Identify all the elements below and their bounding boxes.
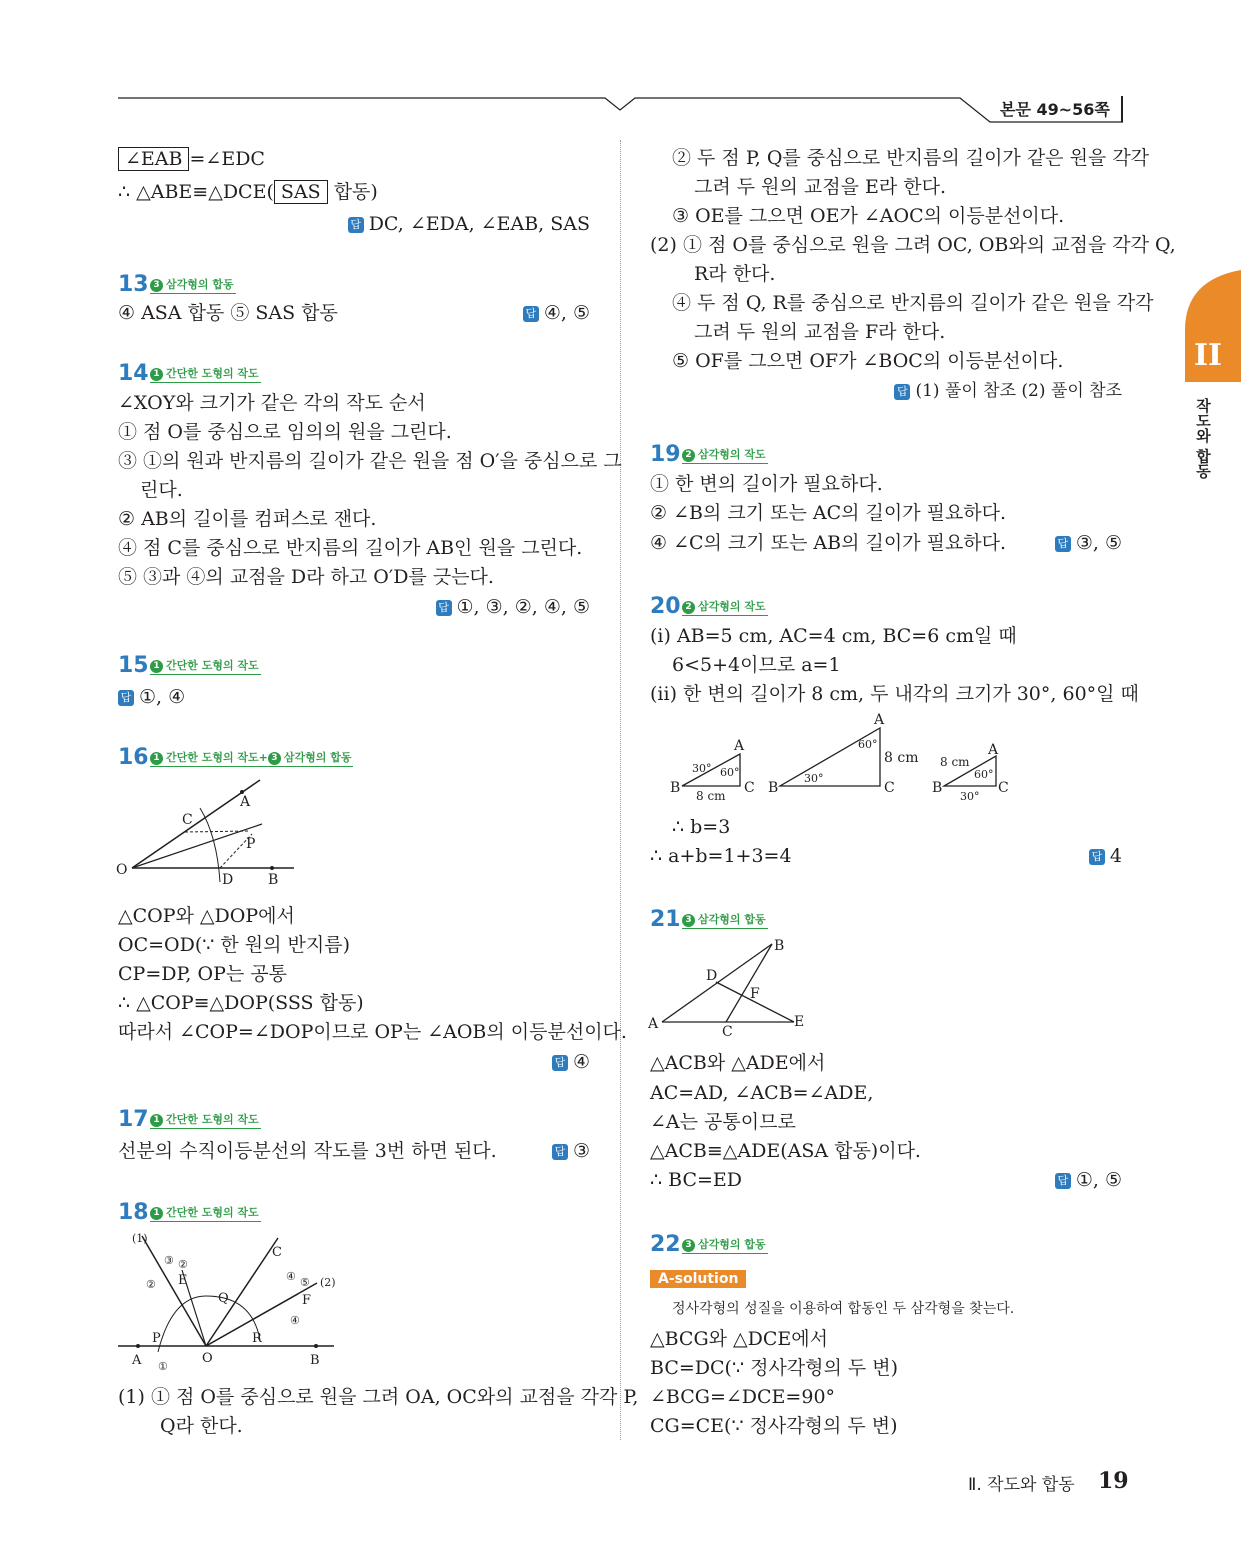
- q20-number: 20: [650, 594, 681, 619]
- svg-text:C: C: [884, 780, 895, 796]
- svg-text:C: C: [744, 780, 755, 796]
- q19-answer: 답 ③, ⑤: [980, 530, 1122, 556]
- q14-line: ① 점 O를 중심으로 임의의 원을 그린다.: [118, 421, 452, 443]
- q20-line: ∴ b=3: [672, 816, 731, 838]
- q22-tag: 3 삼각형의 합동: [682, 1236, 768, 1254]
- q20-tag: 2 삼각형의 작도: [682, 598, 768, 616]
- svg-text:B: B: [670, 780, 681, 796]
- q18-cont-line: R라 한다.: [694, 263, 776, 285]
- q20-figure: [668, 712, 1018, 804]
- q18-label-a: A: [132, 1353, 142, 1368]
- q21-line: ∠A는 공통이므로: [650, 1111, 796, 1133]
- cont-line2: ∴ △ABE≡△DCE( SAS 합동): [118, 181, 378, 203]
- q22-line: △BCG와 △DCE에서: [650, 1328, 828, 1350]
- q22-line: BC=DC(∵ 정사각형의 두 변): [650, 1357, 899, 1379]
- q18-number: 18: [118, 1200, 149, 1225]
- q16-label-c: C: [182, 812, 193, 828]
- q21-number: 21: [650, 907, 681, 932]
- a-solution-badge: A-solution: [650, 1268, 746, 1288]
- q18-label-p: P: [152, 1331, 161, 1346]
- q18-cont-line: ③ OE를 그으면 OE가 ∠AOC의 이등분선이다.: [672, 205, 1065, 227]
- q13-answer: 답 ④, ⑤: [400, 300, 590, 326]
- q19-line: ② ∠B의 크기 또는 AC의 길이가 필요하다.: [650, 502, 1007, 524]
- q22-line: CG=CE(∵ 정사각형의 두 변): [650, 1415, 898, 1437]
- q14-line: ∠XOY와 크기가 같은 각의 작도 순서: [118, 392, 426, 414]
- q14-answer: 답 ①, ③, ②, ④, ⑤: [300, 594, 590, 620]
- q18-label-c4b: ④: [290, 1314, 300, 1327]
- q21-line: AC=AD, ∠ACB=∠ADE,: [650, 1082, 874, 1104]
- q18-label-c2: ②: [178, 1258, 188, 1271]
- q18-label-c5: ⑤: [300, 1276, 310, 1289]
- q21-line: △ACB≡△ADE(ASA 합동)이다.: [650, 1140, 921, 1162]
- q19-line: ① 한 변의 길이가 필요하다.: [650, 473, 883, 495]
- svg-text:B: B: [774, 938, 785, 954]
- q18-line: Q라 한다.: [160, 1415, 243, 1437]
- q17-number: 17: [118, 1107, 149, 1132]
- q18-label-f: F: [302, 1293, 312, 1308]
- q22-line: ∠BCG=∠DCE=90°: [650, 1386, 836, 1408]
- side-tab-numeral: II: [1193, 338, 1223, 373]
- q21-line: ∴ BC=ED: [650, 1169, 743, 1191]
- q18-label-p1: (1): [132, 1232, 148, 1245]
- q16-label-d: D: [222, 872, 234, 888]
- q18-label-c2b: ②: [146, 1278, 156, 1291]
- q19-line: ④ ∠C의 크기 또는 AB의 길이가 필요하다.: [650, 532, 1007, 554]
- q22-number: 22: [650, 1232, 681, 1257]
- q18-line: (1) ① 점 O를 중심으로 원을 그려 OA, OC와의 교점을 각각 P,: [118, 1386, 639, 1408]
- q21-tag: 3 삼각형의 합동: [682, 911, 768, 929]
- q14-line: ④ 점 C를 중심으로 반지름의 길이가 AB인 원을 그린다.: [118, 537, 583, 559]
- column-divider: [620, 140, 621, 1440]
- q20-answer: 답 4: [1000, 843, 1122, 869]
- q15-tag: 1 간단한 도형의 작도: [150, 657, 261, 675]
- q18-label-b: B: [310, 1353, 320, 1368]
- q18-label-r: R: [252, 1331, 262, 1346]
- q16-tag: 1 간단한 도형의 작도+ 3 삼각형의 합동: [150, 749, 353, 767]
- q16-figure: [112, 776, 312, 891]
- q13-number: 13: [118, 272, 149, 297]
- svg-text:8 cm: 8 cm: [884, 750, 919, 766]
- q15-answer: 답 ①, ④: [118, 684, 185, 710]
- svg-text:A: A: [648, 1016, 659, 1032]
- q16-line: 따라서 ∠COP=∠DOP이므로 OP는 ∠AOB의 이등분선이다.: [118, 1021, 627, 1043]
- q18-cont-line: 그려 두 원의 교점을 E라 한다.: [694, 176, 947, 198]
- q18-cont-line: ④ 두 점 Q, R를 중심으로 반지름의 길이가 같은 원을 각각: [672, 292, 1154, 314]
- q18-label-c1: ①: [158, 1360, 168, 1373]
- q18-answer: 답 (1) 풀이 참조 (2) 풀이 참조: [800, 378, 1122, 404]
- q18-label-c3: ③: [164, 1254, 174, 1267]
- svg-text:30°: 30°: [960, 790, 980, 803]
- q16-line: OC=OD(∵ 한 원의 반지름): [118, 934, 351, 956]
- q18-cont-line: 그려 두 원의 교점을 F라 한다.: [694, 321, 946, 343]
- q16-line: ∴ △COP≡△DOP(SSS 합동): [118, 992, 364, 1014]
- svg-text:D: D: [706, 968, 718, 984]
- svg-text:8 cm: 8 cm: [696, 789, 726, 803]
- q19-number: 19: [650, 442, 681, 467]
- q14-line: ⑤ ③과 ④의 교점을 D라 하고 O′D를 긋는다.: [118, 566, 494, 588]
- q14-line: ② AB의 길이를 컴퍼스로 잰다.: [118, 508, 377, 530]
- svg-text:C: C: [722, 1024, 733, 1040]
- header-pages: 본문 49∼56쪽: [1000, 100, 1110, 119]
- q16-label-p: P: [246, 836, 256, 852]
- q18-label-c4: ④: [286, 1270, 296, 1283]
- q18-figure: [112, 1228, 344, 1373]
- svg-text:B: B: [768, 780, 779, 796]
- q16-label-b: B: [268, 872, 279, 888]
- q18-label-o: O: [202, 1351, 213, 1366]
- svg-text:8 cm: 8 cm: [940, 755, 970, 769]
- q14-number: 14: [118, 361, 149, 386]
- q21-figure: [646, 936, 816, 1040]
- q18-label-p2: (2): [320, 1276, 336, 1289]
- svg-text:A: A: [734, 738, 745, 754]
- q13-line: ④ ASA 합동 ⑤ SAS 합동: [118, 302, 338, 324]
- svg-text:30°: 30°: [804, 772, 824, 785]
- q20-line: 6<5+4이므로 a=1: [672, 654, 841, 676]
- side-tab-label: 작도와 합동: [1194, 398, 1212, 479]
- q18-tag: 1 간단한 도형의 작도: [150, 1204, 261, 1222]
- q18-label-c: C: [272, 1245, 282, 1260]
- svg-text:A: A: [874, 712, 885, 728]
- q16-answer: 답 ④: [400, 1049, 590, 1075]
- q16-label-o: O: [116, 862, 128, 878]
- cont-line1: ∠EAB =∠EDC: [118, 146, 265, 172]
- q13-tag: 3 삼각형의 합동: [150, 276, 236, 294]
- q14-line: 린다.: [140, 479, 183, 501]
- q18-cont-line: (2) ① 점 O를 중심으로 원을 그려 OC, OB와의 교점을 각각 Q,: [650, 234, 1176, 256]
- footer-page-number: 19: [1098, 1468, 1129, 1494]
- q18-cont-line: ② 두 점 P, Q를 중심으로 반지름의 길이가 같은 원을 각각: [672, 147, 1150, 169]
- q15-number: 15: [118, 653, 149, 678]
- q16-line: △COP와 △DOP에서: [118, 905, 295, 927]
- svg-text:30°: 30°: [692, 762, 712, 775]
- footer-chapter: Ⅱ. 작도와 합동: [968, 1475, 1075, 1495]
- q14-tag: 1 간단한 도형의 작도: [150, 365, 261, 383]
- svg-text:B: B: [932, 780, 943, 796]
- q20-line: ∴ a+b=1+3=4: [650, 845, 792, 867]
- q18-label-e: E: [178, 1273, 188, 1288]
- q20-line: (ii) 한 변의 길이가 8 cm, 두 내각의 크기가 30°, 60°일 때: [650, 683, 1139, 705]
- q16-number: 16: [118, 745, 149, 770]
- svg-text:E: E: [794, 1014, 805, 1030]
- q16-label-a: A: [240, 794, 251, 810]
- q21-answer: 답 ①, ⑤: [960, 1167, 1122, 1193]
- svg-text:A: A: [988, 742, 999, 758]
- q17-tag: 1 간단한 도형의 작도: [150, 1111, 261, 1129]
- q20-line: (i) AB=5 cm, AC=4 cm, BC=6 cm일 때: [650, 625, 1017, 647]
- svg-text:60°: 60°: [720, 766, 740, 779]
- svg-text:C: C: [998, 780, 1009, 796]
- q16-line: CP=DP, OP는 공통: [118, 963, 287, 985]
- q18-cont-line: ⑤ OF를 그으면 OF가 ∠BOC의 이등분선이다.: [672, 350, 1064, 372]
- svg-text:F: F: [750, 986, 760, 1002]
- q17-answer: 답 ③: [460, 1138, 590, 1164]
- q14-line: ③ ①의 원과 반지름의 길이가 같은 원을 점 O′을 중심으로 그: [118, 450, 622, 472]
- q18-label-q: Q: [218, 1291, 229, 1306]
- a-solution-text: 정사각형의 성질을 이용하여 합동인 두 삼각형을 찾는다.: [672, 1301, 1015, 1317]
- q17-line: 선분의 수직이등분선의 작도를 3번 하면 된다.: [118, 1140, 497, 1162]
- svg-text:60°: 60°: [974, 768, 994, 781]
- q19-tag: 2 삼각형의 작도: [682, 446, 768, 464]
- cont-answer: 답 DC, ∠EDA, ∠EAB, SAS: [300, 211, 590, 237]
- q21-line: △ACB와 △ADE에서: [650, 1052, 826, 1074]
- svg-text:60°: 60°: [858, 738, 878, 751]
